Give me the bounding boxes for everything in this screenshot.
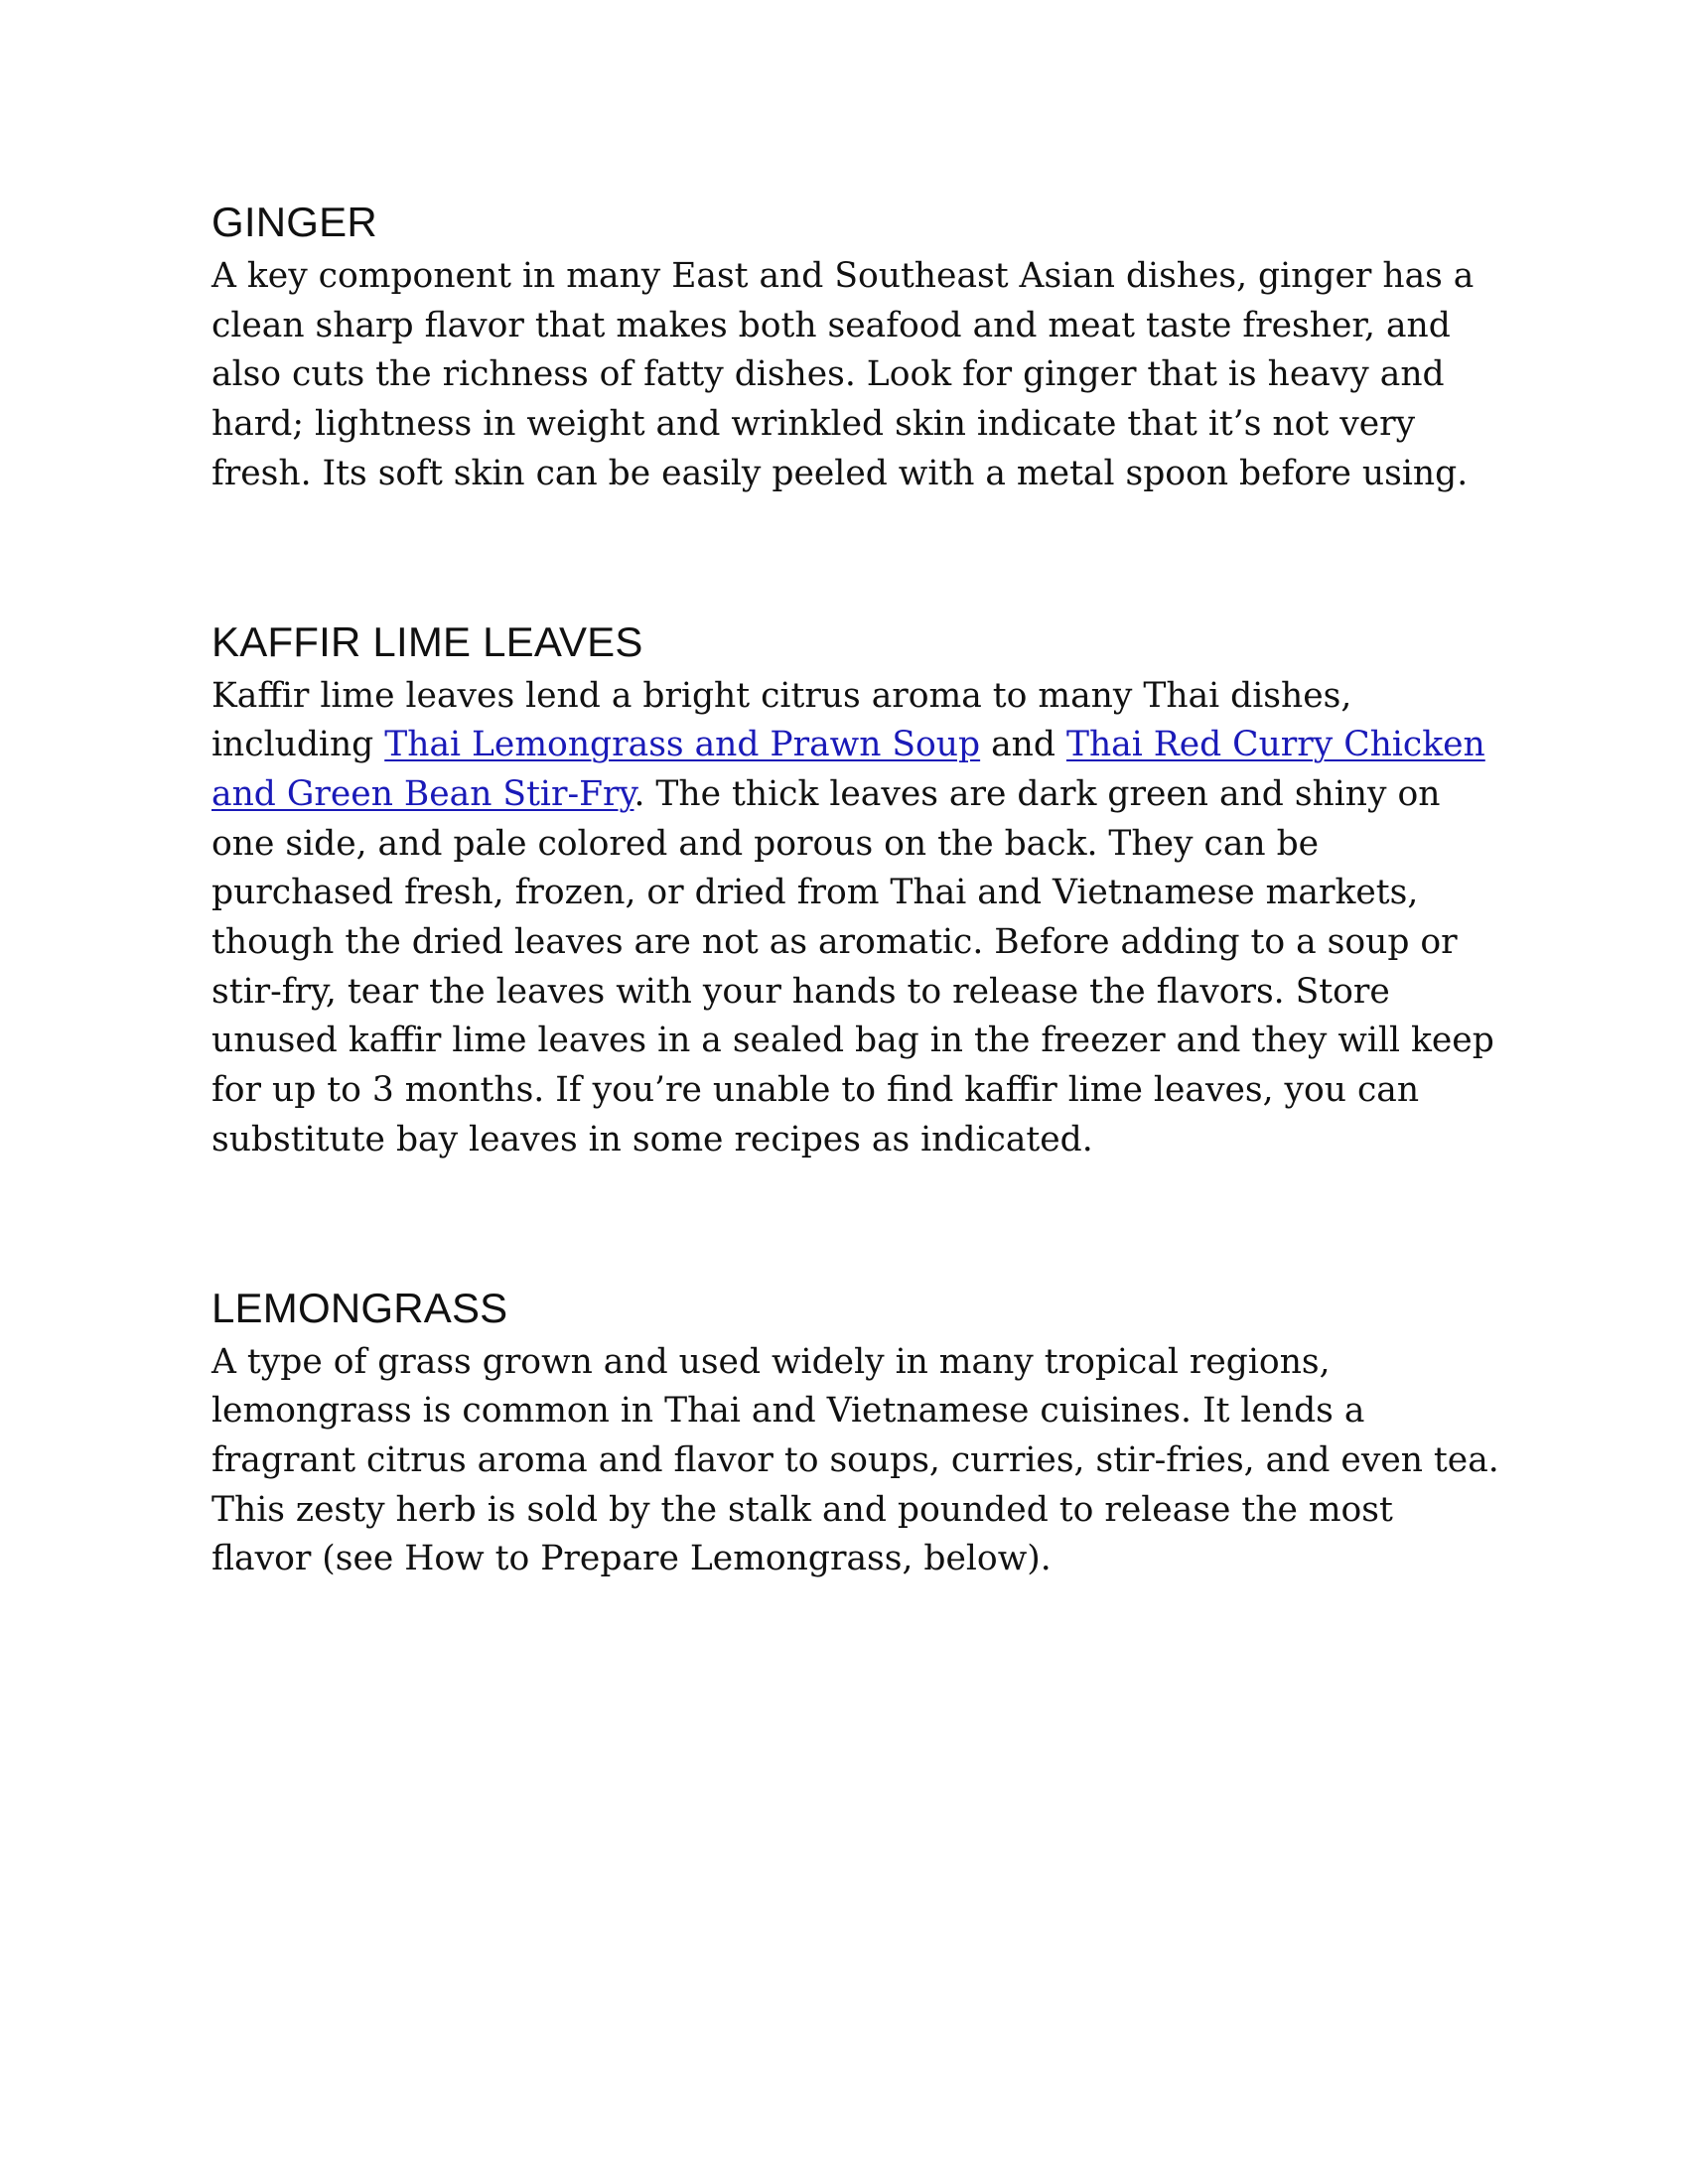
body-text-segment: Kaffir lime leaves lend a bright citrus aroma to many Thai dishes, including bbox=[211, 675, 1352, 765]
body-text-segment: . The thick leaves are dark green and shiny on one side, and pale colored and porous on the back. They can be purchased fresh, frozen, or dried from Thai and Vietnamese markets, though the dried leaves are not as aromatic. Before adding to a soup or stir-fry, tear the leaves with your hands to release the flavors. Store unused kaffir lime leaves in a sealed bag in the freezer and they will keep for up to 3 months. If you’re unable to find kaffir lime leaves, you can substitute bay leaves in some recipes as indicated. bbox=[211, 773, 1494, 1160]
section-heading-kaffir-lime-leaves: KAFFIR LIME LEAVES bbox=[211, 617, 643, 665]
link-thai-lemongrass-prawn-soup[interactable]: Thai Lemongrass and Prawn Soup bbox=[384, 725, 981, 765]
section-lemongrass bbox=[211, 1281, 1502, 1585]
document-page bbox=[211, 195, 1502, 1584]
body-text-segment: and bbox=[980, 725, 1066, 765]
section-ginger bbox=[211, 195, 1502, 499]
section-body-kaffir-lime-leaves bbox=[211, 670, 1502, 1165]
section-kaffir-lime-leaves bbox=[211, 614, 1502, 1165]
section-heading-lemongrass: LEMONGRASS bbox=[211, 1284, 508, 1331]
section-body-lemongrass: A type of grass grown and used widely in many tropical regions, lemongrass is common in Thai and Vietnamese cuisines. It lends a fragrant citrus aroma and flavor to soups, curries, stir-fries, and even tea. This zesty herb is sold by the stalk and pounded to release the most flavor (see How to Prepare Lemongrass, below). bbox=[211, 1341, 1499, 1579]
section-heading-ginger: GINGER bbox=[211, 199, 377, 245]
section-body-ginger: A key component in many East and Southeast Asian dishes, ginger has a clean sharp flavor that makes both seafood and meat taste fresher, and also cuts the richness of fatty dishes. Look for ginger that is heavy and hard; lightness in weight and wrinkled skin indicate that it’s not very fresh. Its soft skin can be easily peeled with a metal spoon before using. bbox=[211, 256, 1475, 493]
link-thai-red-curry-chicken-stir-fry[interactable]: Thai Red Curry Chicken and Green Bean Stir-Fry bbox=[211, 725, 1485, 814]
